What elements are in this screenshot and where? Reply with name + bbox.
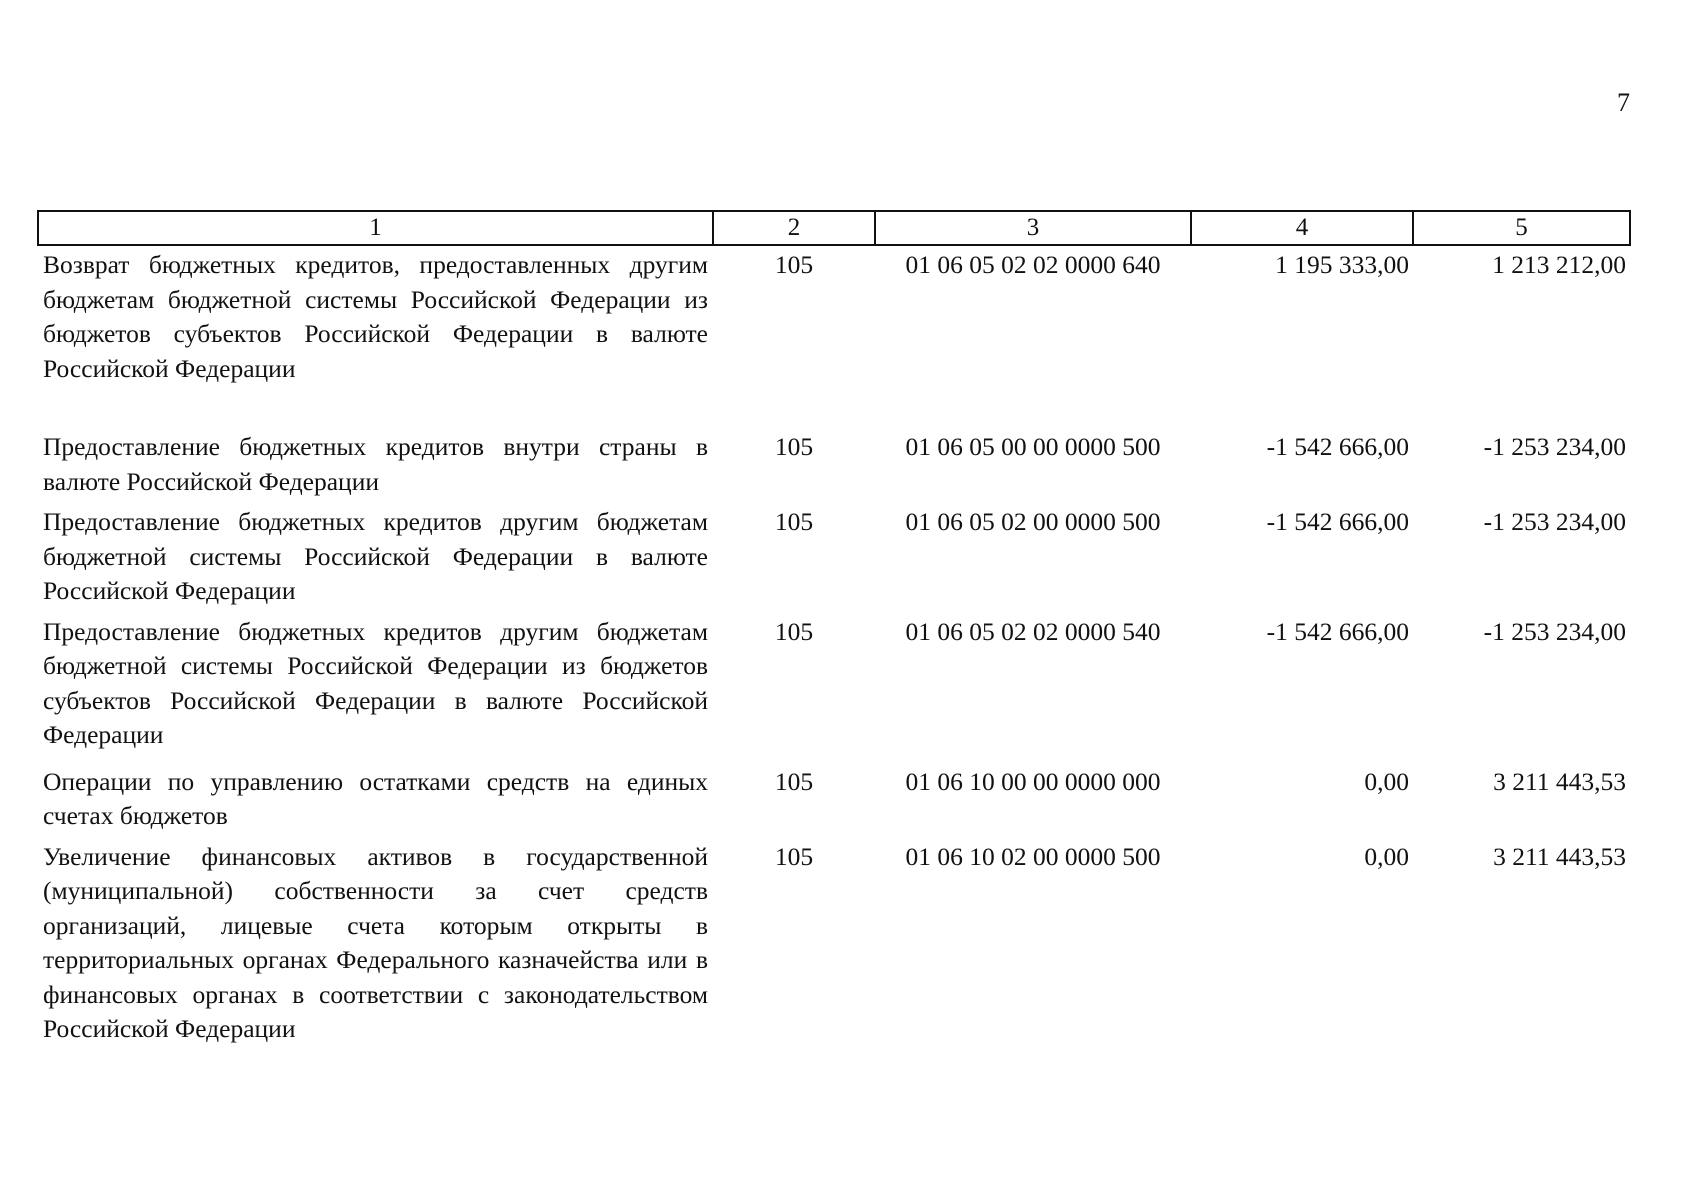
budget-table: [37, 210, 1631, 1051]
column-header-2: 2: [713, 211, 875, 245]
page-number: 7: [1617, 88, 1630, 117]
row-admin-code: 105: [774, 250, 814, 279]
row-budget-code: 01 06 05 02 02 0000 640: [905, 250, 1161, 279]
column-header-1: 1: [38, 211, 713, 245]
table-row: [38, 838, 1630, 1051]
row-amount-2: 1 213 212,00: [1492, 250, 1626, 279]
row-amount-1: 0,00: [1364, 766, 1409, 796]
row-amount-1: -1 542 666,00: [1266, 507, 1409, 536]
row-budget-code: 01 06 05 02 00 0000 500: [905, 507, 1161, 536]
row-admin-code: 105: [774, 766, 814, 796]
row-name: Возврат бюджетных кредитов, предоставленных другим бюджетам бюджетной системы Российской Федерации из бюджетов субъектов Российской Федерации в валюте Российской Федерации: [43, 250, 708, 383]
row-admin-code: 105: [774, 507, 814, 536]
row-amount-2: -1 253 234,00: [1483, 432, 1626, 461]
row-admin-code: 105: [774, 616, 814, 646]
table-row: [38, 503, 1630, 613]
row-name: Операции по управлению остатками средств на единых счетах бюджетов: [43, 766, 708, 830]
column-header-3: 3: [875, 211, 1191, 245]
column-header-5: 5: [1413, 211, 1630, 245]
row-name: Предоставление бюджетных кредитов другим бюджетам бюджетной системы Российской Федерации в валюте Российской Федерации: [43, 507, 708, 605]
row-amount-1: 0,00: [1364, 841, 1409, 871]
table-row: [38, 763, 1630, 838]
row-name: Увеличение финансовых активов в государственной (муниципальной) собственности за счет средств организаций, лицевые счета которым открыты в территориальных органах Федерального казначейства или в финансовых органах в соответствии с законодательством Российской Федерации: [43, 841, 708, 1043]
row-amount-2: 3 211 443,53: [1493, 841, 1626, 871]
row-name: Предоставление бюджетных кредитов внутри страны в валюте Российской Федерации: [43, 432, 708, 496]
table-header-row: [38, 211, 1630, 245]
row-admin-code: 105: [774, 841, 814, 871]
column-header-4: 4: [1191, 211, 1413, 245]
table-row: [38, 428, 1630, 503]
table-row: [38, 245, 1630, 428]
row-amount-1: -1 542 666,00: [1266, 616, 1409, 646]
row-budget-code: 01 06 05 02 02 0000 540: [905, 616, 1161, 646]
table-row: [38, 613, 1630, 763]
row-amount-1: 1 195 333,00: [1275, 250, 1409, 279]
row-budget-code: 01 06 10 02 00 0000 500: [905, 841, 1161, 871]
row-amount-2: -1 253 234,00: [1483, 507, 1626, 536]
row-admin-code: 105: [774, 432, 814, 461]
row-name: Предоставление бюджетных кредитов другим бюджетам бюджетной системы Российской Федерации из бюджетов субъектов Российской Федерации в валюте Российской Федерации: [43, 616, 708, 749]
row-budget-code: 01 06 10 00 00 0000 000: [905, 766, 1161, 796]
row-amount-1: -1 542 666,00: [1266, 432, 1409, 461]
row-amount-2: -1 253 234,00: [1483, 616, 1626, 646]
row-amount-2: 3 211 443,53: [1493, 766, 1626, 796]
row-budget-code: 01 06 05 00 00 0000 500: [905, 432, 1161, 461]
